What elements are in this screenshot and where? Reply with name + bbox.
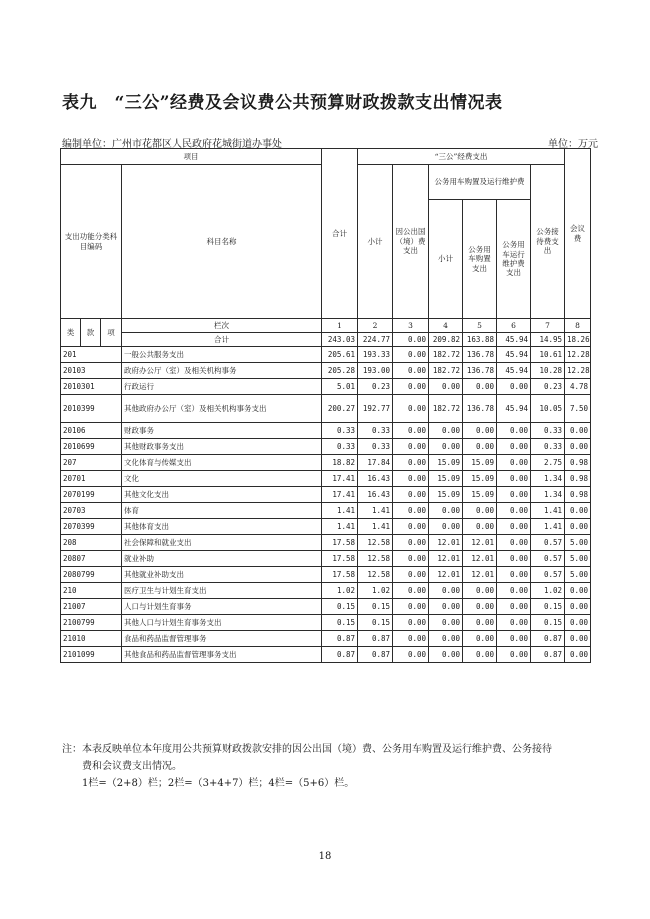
row-value: 0.00 bbox=[393, 347, 429, 363]
row-value: 0.00 bbox=[497, 471, 531, 487]
row-value: 0.00 bbox=[497, 487, 531, 503]
row-name: 其他财政事务支出 bbox=[122, 439, 322, 455]
row-value: 0.23 bbox=[358, 379, 393, 395]
row-name: 其他就业补助支出 bbox=[122, 567, 322, 583]
row-value: 0.00 bbox=[463, 503, 497, 519]
row-value: 17.41 bbox=[322, 471, 358, 487]
header-item: 项目 bbox=[61, 149, 322, 165]
header-abroad: 因公出国（境）费支出 bbox=[393, 165, 429, 319]
row-code: 20701 bbox=[61, 471, 122, 487]
total-value: 45.94 bbox=[497, 333, 531, 347]
row-value: 0.23 bbox=[531, 379, 565, 395]
row-code: 20703 bbox=[61, 503, 122, 519]
table-row bbox=[61, 535, 591, 551]
row-value: 12.01 bbox=[463, 551, 497, 567]
note-line-2: 费和会议费支出情况。 bbox=[82, 761, 182, 772]
row-code: 2010699 bbox=[61, 439, 122, 455]
table-row bbox=[61, 423, 591, 439]
total-row bbox=[61, 333, 591, 347]
row-code: 20807 bbox=[61, 551, 122, 567]
row-name: 其他文化支出 bbox=[122, 487, 322, 503]
header-reception: 公务接待费支出 bbox=[531, 165, 565, 319]
col-num: 2 bbox=[358, 319, 393, 333]
row-name: 医疗卫生与计划生育支出 bbox=[122, 583, 322, 599]
col-num: 6 bbox=[497, 319, 531, 333]
row-value: 12.28 bbox=[565, 363, 591, 379]
row-value: 0.00 bbox=[429, 423, 463, 439]
row-value: 205.28 bbox=[322, 363, 358, 379]
row-value: 12.01 bbox=[429, 551, 463, 567]
row-value: 0.00 bbox=[393, 535, 429, 551]
row-value: 17.58 bbox=[322, 535, 358, 551]
total-value: 209.82 bbox=[429, 333, 463, 347]
row-value: 0.33 bbox=[531, 439, 565, 455]
row-value: 16.43 bbox=[358, 471, 393, 487]
row-value: 0.15 bbox=[322, 615, 358, 631]
row-value: 45.94 bbox=[497, 363, 531, 379]
row-code: 208 bbox=[61, 535, 122, 551]
row-value: 0.00 bbox=[393, 363, 429, 379]
table-row bbox=[61, 363, 591, 379]
expenditure-table bbox=[60, 148, 591, 663]
row-value: 182.72 bbox=[429, 347, 463, 363]
row-value: 0.87 bbox=[531, 631, 565, 647]
col-num: 1 bbox=[322, 319, 358, 333]
row-value: 182.72 bbox=[429, 363, 463, 379]
row-value: 1.41 bbox=[322, 503, 358, 519]
row-value: 15.09 bbox=[429, 471, 463, 487]
col-num: 3 bbox=[393, 319, 429, 333]
header-vehicle-group: 公务用车购置及运行维护费 bbox=[429, 165, 531, 200]
note-line-3: 1栏=（2+8）栏；2栏=（3+4+7）栏；4栏=（5+6）栏。 bbox=[82, 778, 355, 789]
row-value: 0.00 bbox=[497, 599, 531, 615]
total-value: 0.00 bbox=[393, 333, 429, 347]
row-value: 0.00 bbox=[565, 599, 591, 615]
row-value: 15.09 bbox=[429, 487, 463, 503]
row-code: 2070399 bbox=[61, 519, 122, 535]
row-name: 就业补助 bbox=[122, 551, 322, 567]
row-value: 12.01 bbox=[463, 535, 497, 551]
row-value: 0.00 bbox=[393, 551, 429, 567]
row-value: 0.00 bbox=[497, 423, 531, 439]
header-kuan: 款 bbox=[81, 319, 101, 347]
row-value: 0.87 bbox=[531, 647, 565, 663]
row-value: 0.00 bbox=[565, 631, 591, 647]
row-value: 0.00 bbox=[393, 647, 429, 663]
row-value: 0.87 bbox=[322, 647, 358, 663]
table-row bbox=[61, 615, 591, 631]
row-value: 0.00 bbox=[497, 503, 531, 519]
note-line-1: 注：本表反映单位本年度用公共预算财政拨款安排的因公出国（境）费、公务用车购置及运行维护费、公务接待 bbox=[62, 744, 552, 755]
row-value: 0.33 bbox=[531, 423, 565, 439]
row-value: 0.00 bbox=[393, 519, 429, 535]
row-value: 5.01 bbox=[322, 379, 358, 395]
row-value: 0.00 bbox=[565, 615, 591, 631]
row-value: 0.00 bbox=[463, 423, 497, 439]
table-row bbox=[61, 647, 591, 663]
row-value: 0.00 bbox=[429, 503, 463, 519]
row-value: 0.00 bbox=[497, 535, 531, 551]
table-row bbox=[61, 599, 591, 615]
row-name: 其他人口与计划生育事务支出 bbox=[122, 615, 322, 631]
row-value: 10.05 bbox=[531, 395, 565, 423]
table-row bbox=[61, 631, 591, 647]
table-row bbox=[61, 455, 591, 471]
row-value: 0.57 bbox=[531, 551, 565, 567]
row-value: 0.00 bbox=[463, 519, 497, 535]
header-sangong: “三公”经费支出 bbox=[358, 149, 565, 165]
row-value: 1.41 bbox=[358, 519, 393, 535]
row-value: 1.02 bbox=[358, 583, 393, 599]
header-vehicle-purchase: 公务用车购置支出 bbox=[463, 200, 497, 319]
row-value: 182.72 bbox=[429, 395, 463, 423]
table-row bbox=[61, 395, 591, 423]
header-meeting: 会议费 bbox=[565, 149, 591, 319]
row-value: 18.82 bbox=[322, 455, 358, 471]
row-value: 0.00 bbox=[497, 439, 531, 455]
row-value: 12.28 bbox=[565, 347, 591, 363]
row-value: 136.78 bbox=[463, 395, 497, 423]
table-row bbox=[61, 567, 591, 583]
row-code: 21010 bbox=[61, 631, 122, 647]
row-value: 0.98 bbox=[565, 487, 591, 503]
table-row bbox=[61, 519, 591, 535]
row-value: 0.33 bbox=[358, 423, 393, 439]
row-value: 0.00 bbox=[393, 631, 429, 647]
table-row bbox=[61, 583, 591, 599]
row-value: 0.00 bbox=[463, 615, 497, 631]
row-value: 0.00 bbox=[497, 567, 531, 583]
row-name: 其他体育支出 bbox=[122, 519, 322, 535]
row-name: 文化体育与传媒支出 bbox=[122, 455, 322, 471]
row-name: 体育 bbox=[122, 503, 322, 519]
row-name: 财政事务 bbox=[122, 423, 322, 439]
row-value: 0.87 bbox=[358, 647, 393, 663]
row-value: 0.00 bbox=[497, 379, 531, 395]
header-name-col: 科目名称 bbox=[122, 165, 322, 319]
row-value: 0.00 bbox=[393, 379, 429, 395]
total-value: 18.26 bbox=[565, 333, 591, 347]
row-value: 192.77 bbox=[358, 395, 393, 423]
row-value: 0.57 bbox=[531, 535, 565, 551]
row-value: 4.78 bbox=[565, 379, 591, 395]
row-value: 1.02 bbox=[531, 583, 565, 599]
row-name: 其他食品和药品监督管理事务支出 bbox=[122, 647, 322, 663]
row-value: 10.61 bbox=[531, 347, 565, 363]
table-row bbox=[61, 347, 591, 363]
row-value: 0.00 bbox=[565, 423, 591, 439]
row-value: 15.09 bbox=[429, 455, 463, 471]
col-num: 5 bbox=[463, 319, 497, 333]
row-value: 0.87 bbox=[358, 631, 393, 647]
row-value: 0.00 bbox=[497, 455, 531, 471]
row-value: 0.00 bbox=[393, 583, 429, 599]
row-value: 7.50 bbox=[565, 395, 591, 423]
row-value: 0.33 bbox=[322, 439, 358, 455]
row-value: 12.58 bbox=[358, 551, 393, 567]
row-value: 17.58 bbox=[322, 567, 358, 583]
compiling-unit: 编制单位：广州市花都区人民政府花城街道办事处 bbox=[62, 139, 282, 150]
row-value: 0.00 bbox=[565, 519, 591, 535]
header-lanci: 栏次 bbox=[122, 319, 322, 333]
row-value: 0.00 bbox=[393, 615, 429, 631]
row-value: 1.02 bbox=[322, 583, 358, 599]
page-title: 表九 “三公”经费及会议费公共预算财政拨款支出情况表 bbox=[62, 93, 503, 113]
table-row bbox=[61, 551, 591, 567]
col-num: 8 bbox=[565, 319, 591, 333]
row-code: 207 bbox=[61, 455, 122, 471]
row-value: 0.00 bbox=[565, 583, 591, 599]
row-value: 0.00 bbox=[463, 647, 497, 663]
row-value: 0.00 bbox=[565, 647, 591, 663]
row-value: 16.43 bbox=[358, 487, 393, 503]
header-code-col: 支出功能分类科目编码 bbox=[61, 165, 122, 319]
row-value: 0.33 bbox=[358, 439, 393, 455]
row-value: 10.28 bbox=[531, 363, 565, 379]
total-value: 243.03 bbox=[322, 333, 358, 347]
row-value: 1.41 bbox=[531, 519, 565, 535]
row-value: 12.01 bbox=[463, 567, 497, 583]
row-value: 136.78 bbox=[463, 363, 497, 379]
row-value: 5.00 bbox=[565, 551, 591, 567]
row-value: 0.00 bbox=[393, 439, 429, 455]
row-value: 0.00 bbox=[393, 599, 429, 615]
row-value: 0.00 bbox=[429, 379, 463, 395]
table-row bbox=[61, 503, 591, 519]
row-value: 0.00 bbox=[497, 631, 531, 647]
row-code: 210 bbox=[61, 583, 122, 599]
row-name: 政府办公厅（室）及相关机构事务 bbox=[122, 363, 322, 379]
row-value: 0.00 bbox=[463, 379, 497, 395]
row-value: 45.94 bbox=[497, 347, 531, 363]
page-number: 18 bbox=[318, 851, 332, 862]
row-value: 193.33 bbox=[358, 347, 393, 363]
row-value: 0.00 bbox=[429, 615, 463, 631]
row-name: 社会保障和就业支出 bbox=[122, 535, 322, 551]
row-name: 文化 bbox=[122, 471, 322, 487]
row-value: 12.58 bbox=[358, 535, 393, 551]
row-value: 0.00 bbox=[429, 519, 463, 535]
row-value: 0.00 bbox=[429, 439, 463, 455]
row-value: 0.00 bbox=[463, 599, 497, 615]
row-code: 2070199 bbox=[61, 487, 122, 503]
row-value: 0.00 bbox=[497, 647, 531, 663]
row-value: 0.00 bbox=[393, 471, 429, 487]
table-row bbox=[61, 487, 591, 503]
row-code: 2100799 bbox=[61, 615, 122, 631]
row-value: 12.58 bbox=[358, 567, 393, 583]
row-value: 5.00 bbox=[565, 567, 591, 583]
row-value: 193.00 bbox=[358, 363, 393, 379]
row-value: 2.75 bbox=[531, 455, 565, 471]
row-name: 一般公共服务支出 bbox=[122, 347, 322, 363]
row-value: 17.41 bbox=[322, 487, 358, 503]
row-value: 0.15 bbox=[531, 615, 565, 631]
row-value: 17.84 bbox=[358, 455, 393, 471]
row-value: 12.01 bbox=[429, 567, 463, 583]
row-code: 2101099 bbox=[61, 647, 122, 663]
row-value: 0.98 bbox=[565, 471, 591, 487]
col-num: 4 bbox=[429, 319, 463, 333]
row-value: 0.00 bbox=[497, 615, 531, 631]
row-value: 15.09 bbox=[463, 487, 497, 503]
row-value: 0.15 bbox=[358, 599, 393, 615]
row-value: 1.34 bbox=[531, 487, 565, 503]
row-value: 0.00 bbox=[463, 631, 497, 647]
row-name: 食品和药品监督管理事务 bbox=[122, 631, 322, 647]
row-value: 0.00 bbox=[429, 631, 463, 647]
row-code: 2010301 bbox=[61, 379, 122, 395]
row-value: 205.61 bbox=[322, 347, 358, 363]
row-value: 15.09 bbox=[463, 471, 497, 487]
header-lei: 类 bbox=[61, 319, 81, 347]
row-value: 17.58 bbox=[322, 551, 358, 567]
row-value: 0.98 bbox=[565, 455, 591, 471]
row-name: 其他政府办公厅（室）及相关机构事务支出 bbox=[122, 395, 322, 423]
table-row bbox=[61, 471, 591, 487]
header-vehicle-operation: 公务用车运行维护费支出 bbox=[497, 200, 531, 319]
header-subtotal: 小计 bbox=[358, 165, 393, 319]
row-value: 1.41 bbox=[358, 503, 393, 519]
header-total: 合计 bbox=[322, 149, 358, 319]
row-value: 1.41 bbox=[322, 519, 358, 535]
row-value: 1.34 bbox=[531, 471, 565, 487]
col-num: 7 bbox=[531, 319, 565, 333]
row-value: 0.87 bbox=[322, 631, 358, 647]
row-code: 201 bbox=[61, 347, 122, 363]
row-value: 0.00 bbox=[565, 503, 591, 519]
total-value: 224.77 bbox=[358, 333, 393, 347]
row-value: 0.00 bbox=[429, 583, 463, 599]
row-value: 15.09 bbox=[463, 455, 497, 471]
row-value: 1.41 bbox=[531, 503, 565, 519]
col-number-row bbox=[61, 319, 591, 333]
row-value: 0.15 bbox=[322, 599, 358, 615]
row-value: 12.01 bbox=[429, 535, 463, 551]
row-value: 0.00 bbox=[393, 487, 429, 503]
row-value: 0.00 bbox=[463, 439, 497, 455]
row-value: 0.33 bbox=[322, 423, 358, 439]
row-value: 0.00 bbox=[565, 439, 591, 455]
row-value: 0.00 bbox=[463, 583, 497, 599]
total-value: 14.95 bbox=[531, 333, 565, 347]
row-value: 0.00 bbox=[497, 551, 531, 567]
total-value: 163.88 bbox=[463, 333, 497, 347]
row-code: 20106 bbox=[61, 423, 122, 439]
row-value: 0.00 bbox=[393, 455, 429, 471]
table-row bbox=[61, 439, 591, 455]
header-vehicle-subtotal: 小计 bbox=[429, 200, 463, 319]
row-value: 0.00 bbox=[497, 519, 531, 535]
row-value: 0.00 bbox=[393, 567, 429, 583]
row-value: 0.00 bbox=[393, 395, 429, 423]
row-value: 5.00 bbox=[565, 535, 591, 551]
row-value: 0.00 bbox=[497, 583, 531, 599]
row-value: 0.15 bbox=[358, 615, 393, 631]
row-name: 行政运行 bbox=[122, 379, 322, 395]
row-code: 2080799 bbox=[61, 567, 122, 583]
row-value: 0.57 bbox=[531, 567, 565, 583]
row-value: 45.94 bbox=[497, 395, 531, 423]
row-value: 0.15 bbox=[531, 599, 565, 615]
row-value: 0.00 bbox=[393, 423, 429, 439]
header-xiang: 项 bbox=[101, 319, 122, 347]
row-value: 200.27 bbox=[322, 395, 358, 423]
unit-label: 单位：万元 bbox=[548, 139, 598, 150]
row-value: 0.00 bbox=[393, 503, 429, 519]
table-row bbox=[61, 379, 591, 395]
row-value: 0.00 bbox=[429, 599, 463, 615]
row-code: 2010399 bbox=[61, 395, 122, 423]
row-value: 0.00 bbox=[429, 647, 463, 663]
row-code: 20103 bbox=[61, 363, 122, 379]
row-code: 21007 bbox=[61, 599, 122, 615]
row-name: 人口与计划生育事务 bbox=[122, 599, 322, 615]
notes bbox=[62, 741, 602, 792]
row-value: 136.78 bbox=[463, 347, 497, 363]
total-label: 合计 bbox=[122, 333, 322, 347]
